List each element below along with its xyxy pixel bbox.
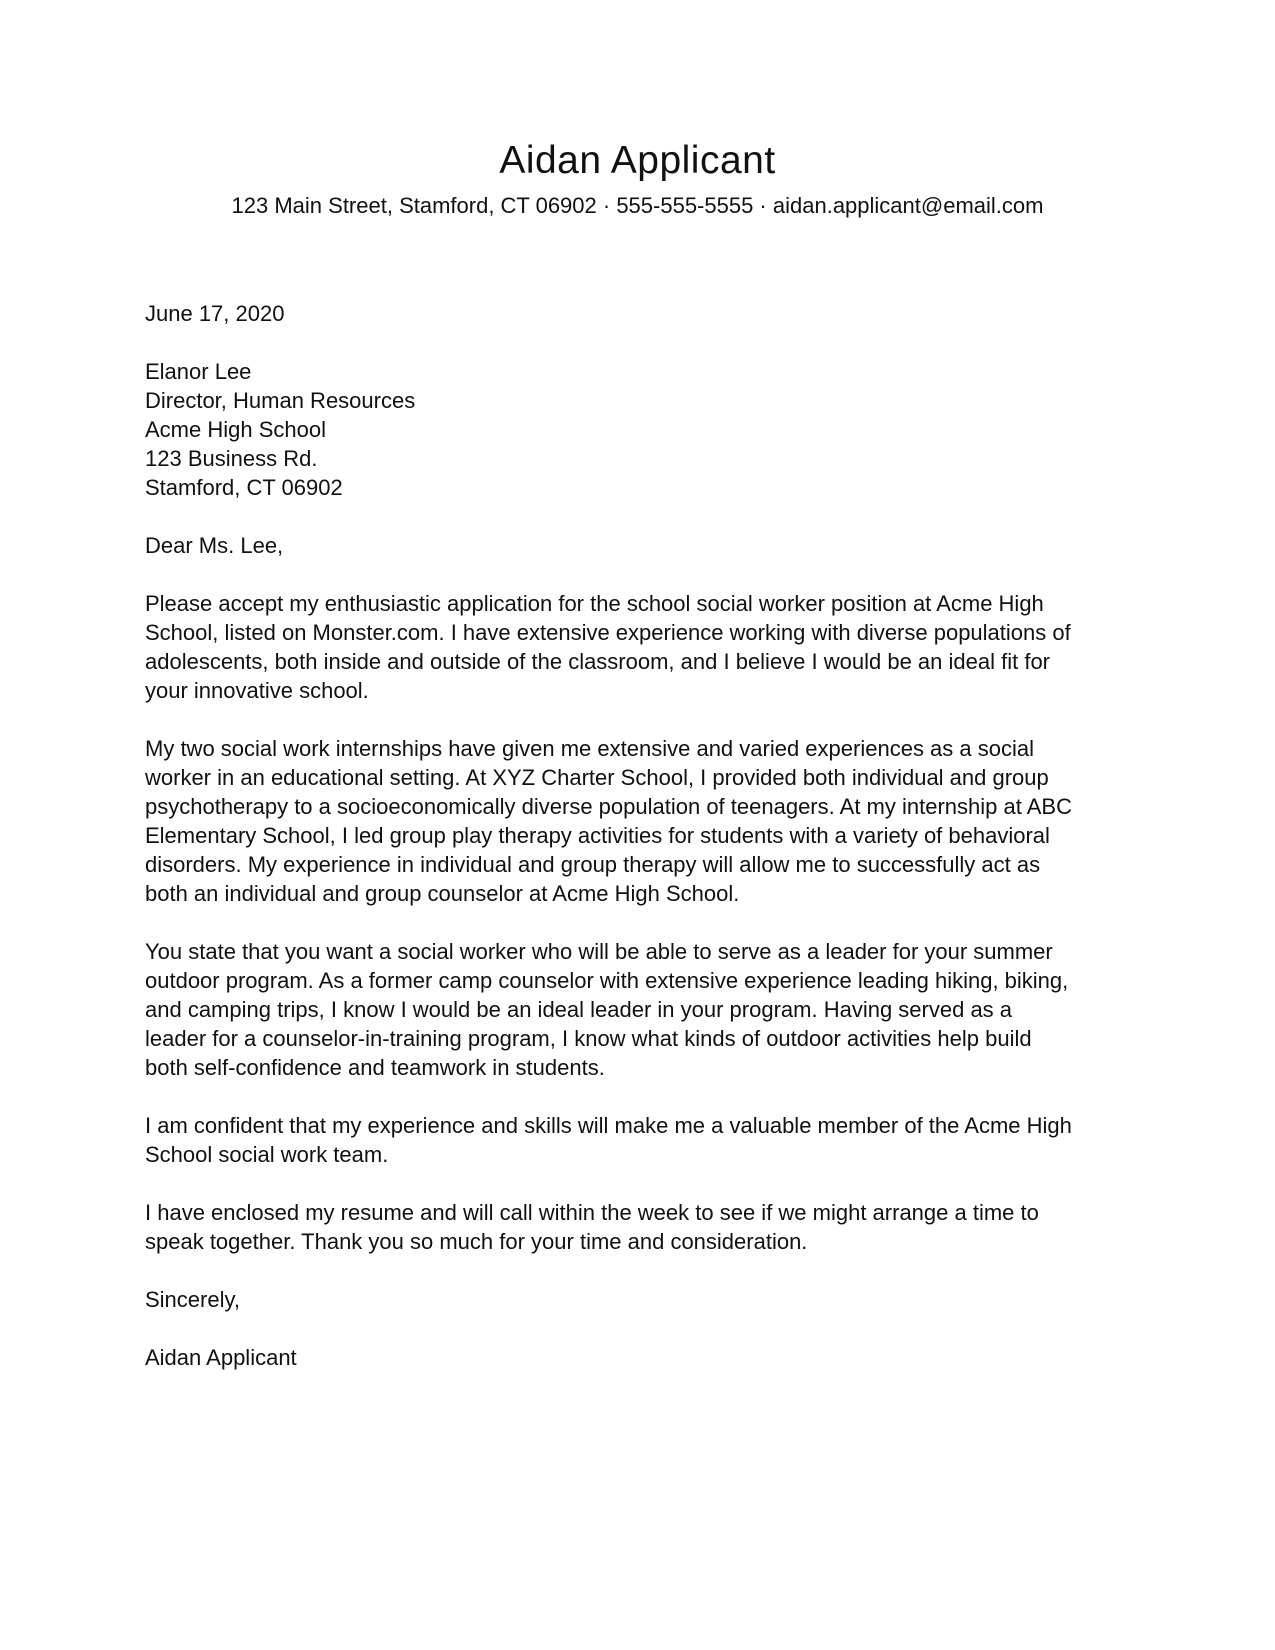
closing: [145, 1285, 1077, 1314]
body-paragraph: [145, 589, 1077, 705]
body-paragraph: [145, 734, 1077, 908]
body-paragraph: [145, 1198, 1077, 1256]
letter-header: [145, 138, 1130, 219]
paragraph-text: I am confident that my experience and skills will make me a valuable member of the Acme High School social work team.: [145, 1112, 1072, 1167]
recipient-title: Director, Human Resources: [145, 387, 416, 413]
recipient-address-block: [145, 357, 1077, 502]
body-paragraph: [145, 937, 1077, 1082]
signature: [145, 1343, 1077, 1372]
recipient-street: 123 Business Rd.: [145, 445, 318, 471]
salutation-text: Dear Ms. Lee,: [145, 532, 284, 558]
signature-text: Aidan Applicant: [145, 1344, 297, 1370]
sender-contact-line: 123 Main Street, Stamford, CT 06902 · 555-555-5555 · aidan.applicant@email.com: [231, 192, 1044, 218]
letter-body: [145, 299, 1077, 1372]
recipient-city-state-zip: Stamford, CT 06902: [145, 474, 343, 500]
paragraph-text: I have enclosed my resume and will call within the week to see if we might arrange a time to speak together. Thank you so much for your time and consideration.: [145, 1199, 1039, 1254]
letter-date: [145, 299, 1077, 328]
paragraph-text: My two social work internships have given me extensive and varied experiences as a social worker in an educational setting. At XYZ Charter School, I provided both individual and group psychotherapy to a socioeconomically diverse population of teenagers. At my internship at ABC Elementary School, I led group play therapy activities for students with a variety of behavioral disorders. My experience in individual and group therapy will allow me to successfully act as both an individual and group counselor at Acme High School.: [145, 735, 1072, 906]
salutation: [145, 531, 1077, 560]
paragraph-text: You state that you want a social worker who will be able to serve as a leader for your summer outdoor program. As a former camp counselor with extensive experience leading hiking, biking, and camping trips, I know I would be an ideal leader in your program. Having served as a leader for a counselor-in-training program, I know what kinds of outdoor activities help build both self-confidence and teamwork in students.: [145, 938, 1069, 1080]
closing-text: Sincerely,: [145, 1286, 240, 1312]
body-paragraph: [145, 1111, 1077, 1169]
recipient-organization: Acme High School: [145, 416, 326, 442]
recipient-name: Elanor Lee: [145, 358, 252, 384]
paragraph-text: Please accept my enthusiastic application for the school social worker position at Acme High School, listed on Monster.com. I have extensive experience working with diverse populations of adolescents, both inside and outside of the classroom, and I believe I would be an ideal fit for your innovative school.: [145, 590, 1071, 703]
date-text: June 17, 2020: [145, 300, 285, 326]
sender-name: Aidan Applicant: [499, 139, 776, 182]
